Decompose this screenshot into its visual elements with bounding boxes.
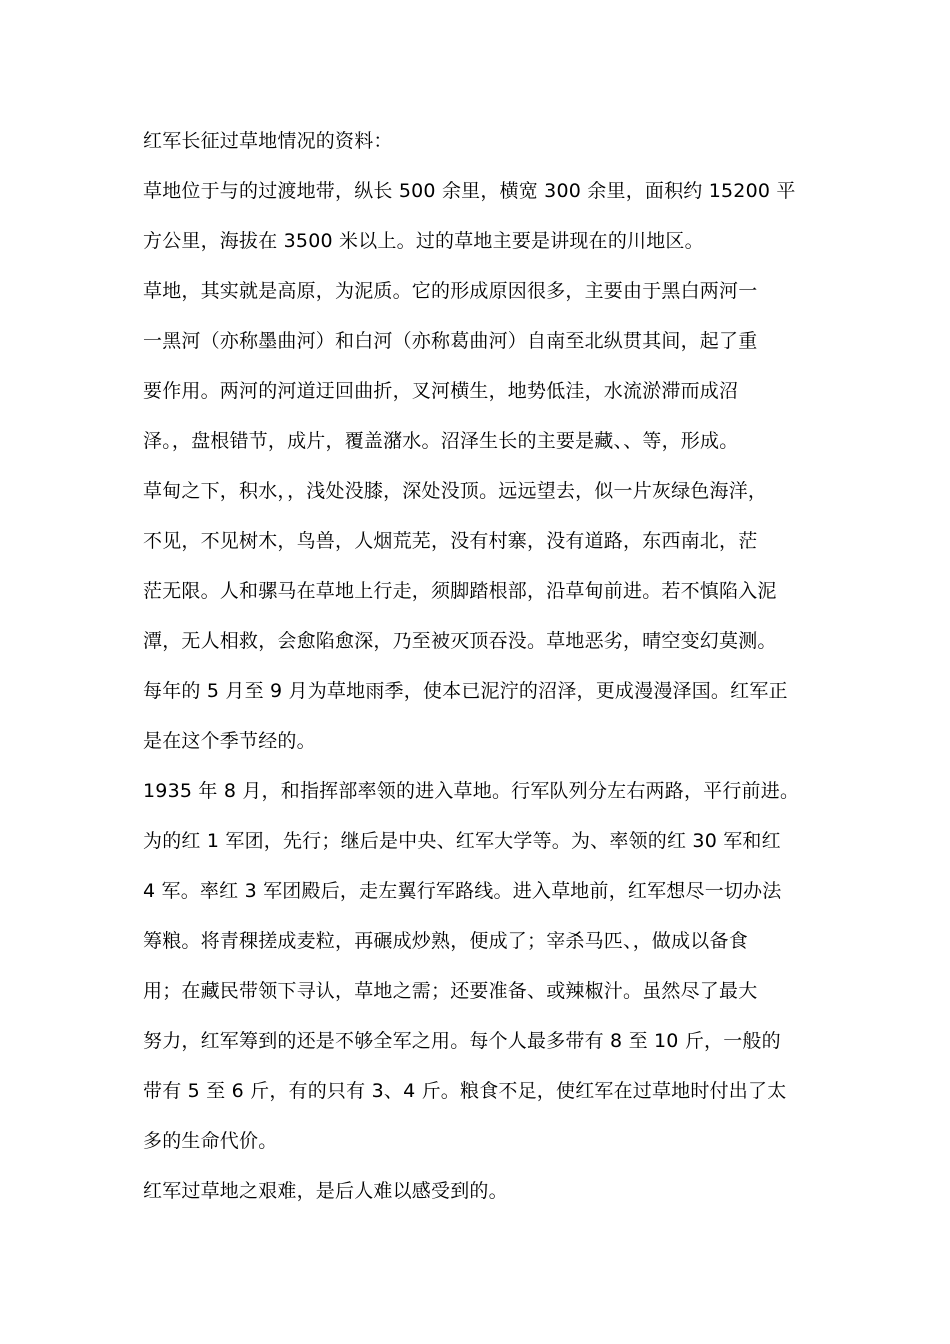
text-line: 1935 年 8 月，和指挥部率领的进入草地。行军队列分左右两路，平行前进。 <box>143 780 800 802</box>
text-line: 筹粮。将青稞搓成麦粒，再碾成炒熟，便成了；宰杀马匹、，做成以备食 <box>143 930 748 952</box>
text-line: 每年的 5 月至 9 月为草地雨季，使本已泥泞的沼泽，更成漫漫泽国。红军正 <box>143 680 788 702</box>
heading-line: 红军长征过草地情况的资料： <box>143 130 393 152</box>
text-line: 泽。，盘根错节，成片，覆盖潴水。沼泽生长的主要是藏、、等，形成。 <box>143 430 739 452</box>
text-line: 要作用。两河的河道迂回曲折，叉河横生，地势低洼，水流淤滞而成沼 <box>143 380 739 402</box>
text-line: 带有 5 至 6 斤，有的只有 3、4 斤。粮食不足，使红军在过草地时付出了太 <box>143 1080 787 1102</box>
text-line: 潭，无人相救，会愈陷愈深，乃至被灭顶吞没。草地恶劣，晴空变幻莫测。 <box>143 630 777 652</box>
text-line: 用；在藏民带领下寻认，草地之需；还要准备、或辣椒汁。虽然尽了最大 <box>143 980 758 1002</box>
text-line: 草地位于与的过渡地带，纵长 500 余里，横宽 300 余里，面积约 15200 平 <box>143 180 796 202</box>
text-line: 一黑河（亦称墨曲河）和白河（亦称葛曲河）自南至北纵贯其间，起了重 <box>143 330 758 352</box>
text-line: 方公里，海拔在 3500 米以上。过的草地主要是讲现在的川地区。 <box>143 230 704 252</box>
text-line: 红军过草地之艰难，是后人难以感受到的。 <box>143 1180 508 1202</box>
text-line: 努力，红军筹到的还是不够全军之用。每个人最多带有 8 至 10 斤，一般的 <box>143 1030 781 1052</box>
text-line: 茫无限。人和骡马在草地上行走，须脚踏根部，沿草甸前进。若不慎陷入泥 <box>143 580 777 602</box>
text-line: 多的生命代价。 <box>143 1130 278 1152</box>
text-line: 4 军。率红 3 军团殿后，走左翼行军路线。进入草地前，红军想尽一切办法 <box>143 880 782 902</box>
text-line: 草甸之下，积水，，浅处没膝，深处没顶。远远望去，似一片灰绿色海洋， <box>143 480 768 502</box>
text-line: 是在这个季节经的。 <box>143 730 316 752</box>
text-line: 不见，不见树木，鸟兽，人烟荒芜，没有村寨，没有道路，东西南北，茫 <box>143 530 758 552</box>
text-line: 为的红 1 军团，先行；继后是中央、红军大学等。为、率领的红 30 军和红 <box>143 830 781 852</box>
text-line: 草地，其实就是高原，为泥质。它的形成原因很多，主要由于黑白两河一 <box>143 280 758 302</box>
